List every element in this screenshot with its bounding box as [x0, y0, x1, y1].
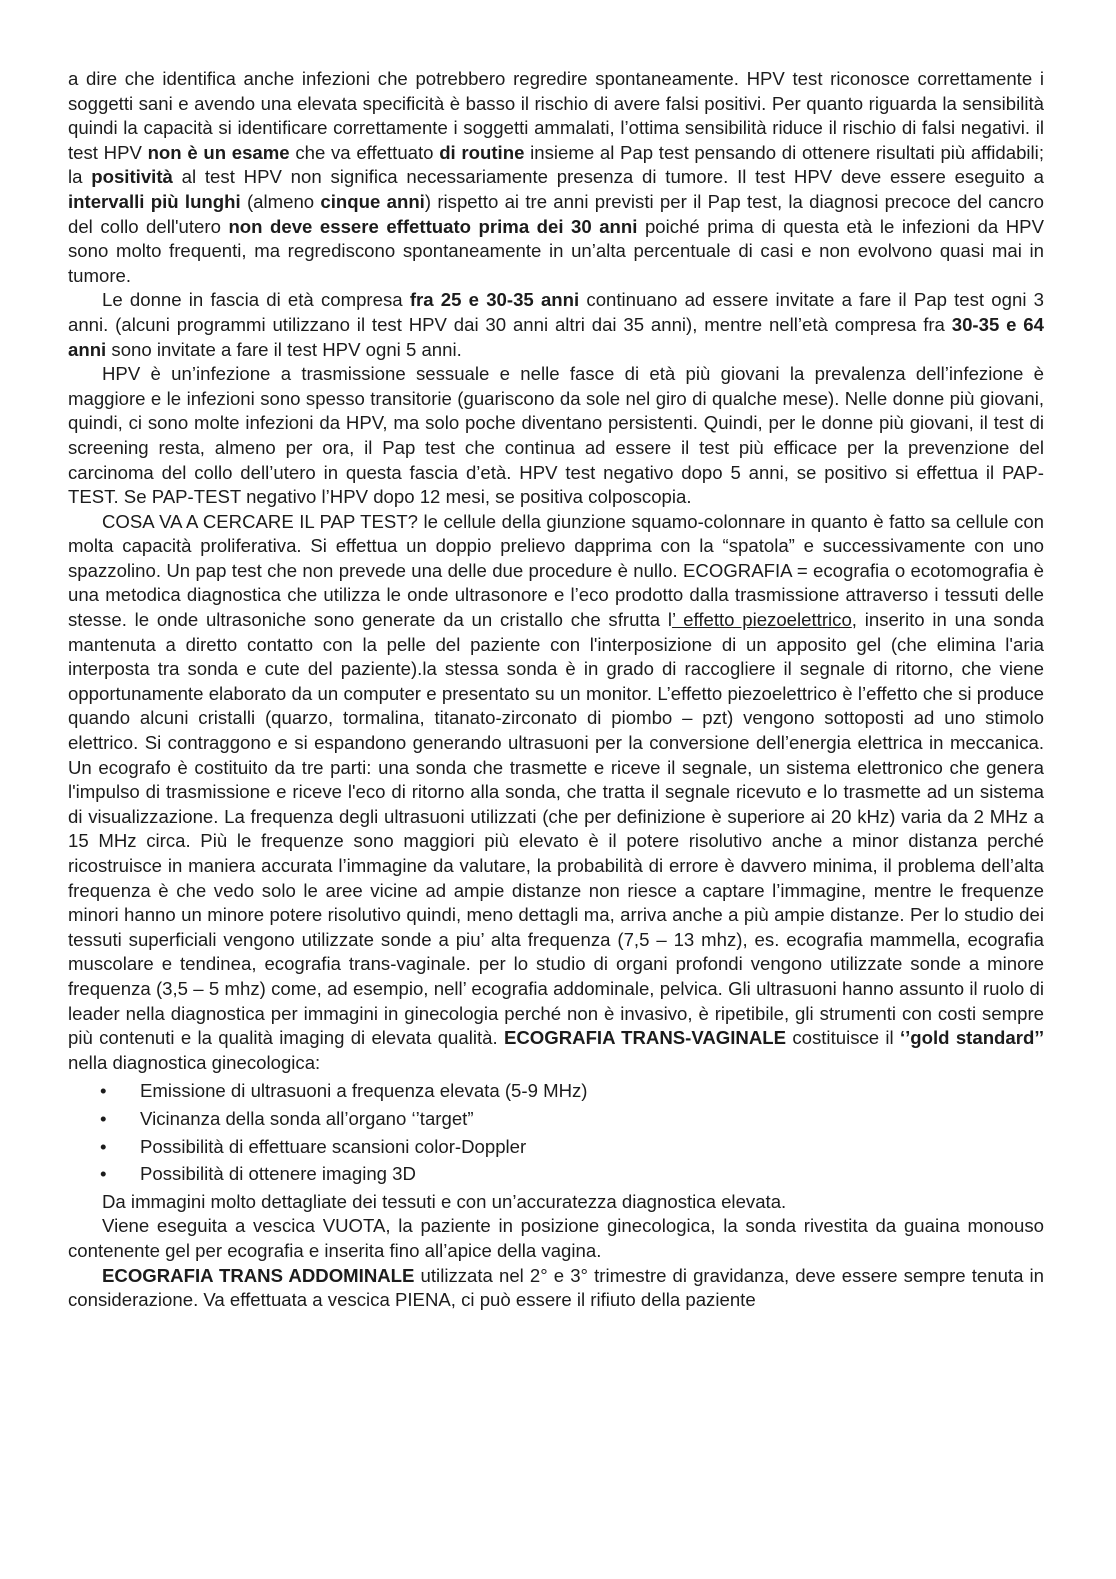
bold-text: cinque anni — [320, 190, 425, 212]
text-run: ) rispetto ai tre anni previsti per il Pap test, la diagnosi precoce del cancro del collo dell'utero — [68, 190, 1045, 237]
text-run: continuano ad essere invitate a fare il Pap test ogni 3 anni. (alcuni programmi utilizzano il test HPV dai 30 anni altri dai 35 anni), mentre nell’età compresa fra — [68, 289, 1045, 335]
bold-text: positività — [91, 166, 173, 188]
text-run: sono invitate a fare il test HPV ogni 5 anni. — [106, 338, 462, 360]
paragraph — [68, 288, 1044, 362]
text-run: al test HPV non significa necessariamente presenza di tumore. Il test HPV deve essere eseguito a — [172, 166, 1044, 188]
bullet-icon: • — [100, 1135, 107, 1157]
list-item-text: Emissione di ultrasuoni a frequenza elevata (5-9 MHz) — [140, 1080, 588, 1102]
body-text-top — [68, 67, 1044, 1075]
text-run: poiché prima di questa età le infezioni da HPV sono molto frequenti, ma regrediscono spontaneamente in un’alta percentuale di casi e non evolvono quasi mai in tumore. — [68, 215, 1044, 286]
bold-text: ECOGRAFIA TRANS ADDOMINALE — [102, 1264, 415, 1286]
underlined-text: ’ effetto piezoelettrico — [671, 609, 852, 631]
list-item — [68, 1133, 1044, 1161]
list-item — [68, 1077, 1044, 1105]
bold-text: ‘’gold standard’’ — [899, 1027, 1044, 1049]
list-item — [68, 1160, 1044, 1188]
bold-text: fra 25 e 30-35 anni — [409, 289, 580, 311]
list-item — [68, 1105, 1044, 1133]
text-run: insieme al Pap test pensando di ottenere risultati più affidabili; la — [68, 141, 1044, 188]
text-run: HPV è un’infezione a trasmissione sessuale e nelle fasce di età più giovani la prevalenza dell’infezione è maggiore e le infezioni sono spesso transitorie (guariscono da sole nel giro di qualche mese). Nelle donne più giovani, quindi, ci sono molte infezioni da HPV, ma solo poche diventano persistenti. Quindi, per le donne più giovani, il test di screening resta, almeno per ora, il Pap test che continua ad essere il test più efficace per la prevenzione del carcinoma del collo dell’utero in questa fascia d’età. HPV test negativo dopo 5 anni, se positivo si effettua il PAP-TEST. Se PAP-TEST negativo l’HPV dopo 12 mesi, se positiva colposcopia. — [68, 363, 1044, 508]
bold-text: non è un esame — [147, 141, 290, 163]
list-item-text: Possibilità di ottenere imaging 3D — [140, 1163, 416, 1185]
text-run: Viene eseguita a vescica VUOTA, la paziente in posizione ginecologica, la sonda rivestita da guaina monouso contenente gel per ecografia e inserita fino all’apice della vagina. — [68, 1215, 1044, 1261]
text-run: Le donne in fascia di età compresa — [102, 289, 410, 311]
text-run: Da immagini molto dettagliate dei tessuti e con un’accuratezza diagnostica elevata. — [102, 1190, 787, 1212]
bold-text: 30-35 e 64 anni — [68, 313, 1044, 360]
text-run: a dire che identifica anche infezioni che potrebbero regredire spontaneamente. HPV test riconosce correttamente i soggetti sani e avendo una elevata specificità è basso il rischio di avere falsi positivi. Per quanto riguarda la sensibilità quindi la capacità si identificare correttamente i soggetti ammalati, l’ottima sensibilità riduce il rischio di falsi negativi. il test HPV — [68, 68, 1044, 163]
list-item-text: Possibilità di effettuare scansioni color-Doppler — [140, 1135, 527, 1157]
bold-text: intervalli più lunghi — [68, 190, 241, 212]
bullet-icon: • — [100, 1107, 107, 1129]
paragraph — [68, 362, 1044, 510]
text-run: nella diagnostica ginecologica: — [68, 1051, 321, 1073]
paragraph — [68, 1190, 1044, 1215]
list-item-text: Vicinanza della sonda all’organo ‘’target” — [140, 1107, 474, 1129]
body-text-bottom — [68, 1190, 1044, 1313]
text-run: utilizzata nel 2° e 3° trimestre di gravidanza, deve essere sempre tenuta in considerazione. Va effettuata a vescica PIENA, ci può essere il rifiuto della paziente — [68, 1264, 1045, 1311]
bold-text: di routine — [439, 141, 525, 163]
paragraph — [68, 1214, 1044, 1263]
text-run: costituisce il — [786, 1027, 900, 1049]
text-run: COSA VA A CERCARE IL PAP TEST? le cellule della giunzione squamo-colonnare in quanto è fatto sa cellule con molta capacità proliferativa. Si effettua un doppio prelievo dapprima con la “spatola” e successivamente con uno spazzolino. Un pap test che non prevede una delle due procedure è nullo. ECOGRAFIA = ecografia o ecotomografia è una metodica diagnostica che utilizza le onde ultrasonore e l’eco prodotto dalla trasmissione attraverso i tessuti delle stesse. le onde ultrasoniche sono generate da un cristallo che sfrutta l — [68, 510, 1044, 631]
bullet-list — [68, 1077, 1044, 1187]
text-run: che va effettuato — [289, 141, 440, 163]
bullet-icon: • — [100, 1163, 107, 1185]
paragraph — [68, 67, 1044, 288]
text-run: (almeno — [240, 190, 321, 212]
bold-text: ECOGRAFIA TRANS-VAGINALE — [503, 1027, 787, 1049]
text-run: , inserito in una sonda mantenuta a diretto contatto con la pelle del paziente con l'interposizione di un apposito gel (che elimina l'aria interposta tra sonda e cute del paziente).la stessa sonda è in grado di raccogliere il segnale di ritorno, che viene opportunamente elaborato da un computer e presentato su un monitor. L’effetto piezoelettrico è l’effetto che si produce quando alcuni cristalli (quarzo, tormalina, titanato-zirconato di piombo – pzt) vengono sottoposti ad uno stimolo elettrico. Si contraggono e si espandono generando ultrasuoni per la conversione dell’energia elettrica in meccanica. Un ecografo è costituito da tre parti: una sonda che trasmette e riceve il segnale, un sistema elettronico che genera l'impulso di trasmissione e riceve l'eco di ritorno alla sonda, che tratta il segnale ricevuto e lo trasmette ad un sistema di visualizzazione. La frequenza degli ultrasuoni utilizzati (che per definizione è superiore ai 20 kHz) varia da 2 MHz a 15 MHz circa. Più le frequenze sono maggiori più elevato è il potere risolutivo anche a minor distanza perché ricostruisce in maniera accurata l’immagine da valutare, la probabilità di errore è davvero minima, il problema dell’alta frequenza è che vedo solo le aree vicine ad ampie distanze non riesce a captare l’immagine, mentre le frequenze minori hanno un minore potere risolutivo quindi, meno dettagli ma, arriva anche a più ampie distanze. Per lo studio dei tessuti superficiali vengono utilizzate sonde a piu’ alta frequenza (7,5 – 13 mhz), es. ecografia mammella, ecografia muscolare e tendinea, ecografia trans-vaginale. per lo studio di organi profondi vengono utilizzate sonde a minore frequenza (3,5 – 5 mhz) come, ad esempio, nell’ ecografia addominale, pelvica. Gli ultrasuoni hanno assunto il ruolo di leader nella diagnostica per immagini in ginecologia perché non è invasivo, è ripetibile, gli strumenti con costi sempre più contenuti e la qualità imaging di elevata qualità. — [68, 609, 1044, 1049]
bullet-icon: • — [100, 1080, 107, 1102]
paragraph — [68, 1264, 1044, 1313]
paragraph — [68, 510, 1044, 1076]
bold-text: non deve essere effettuato prima dei 30 anni — [228, 215, 638, 237]
